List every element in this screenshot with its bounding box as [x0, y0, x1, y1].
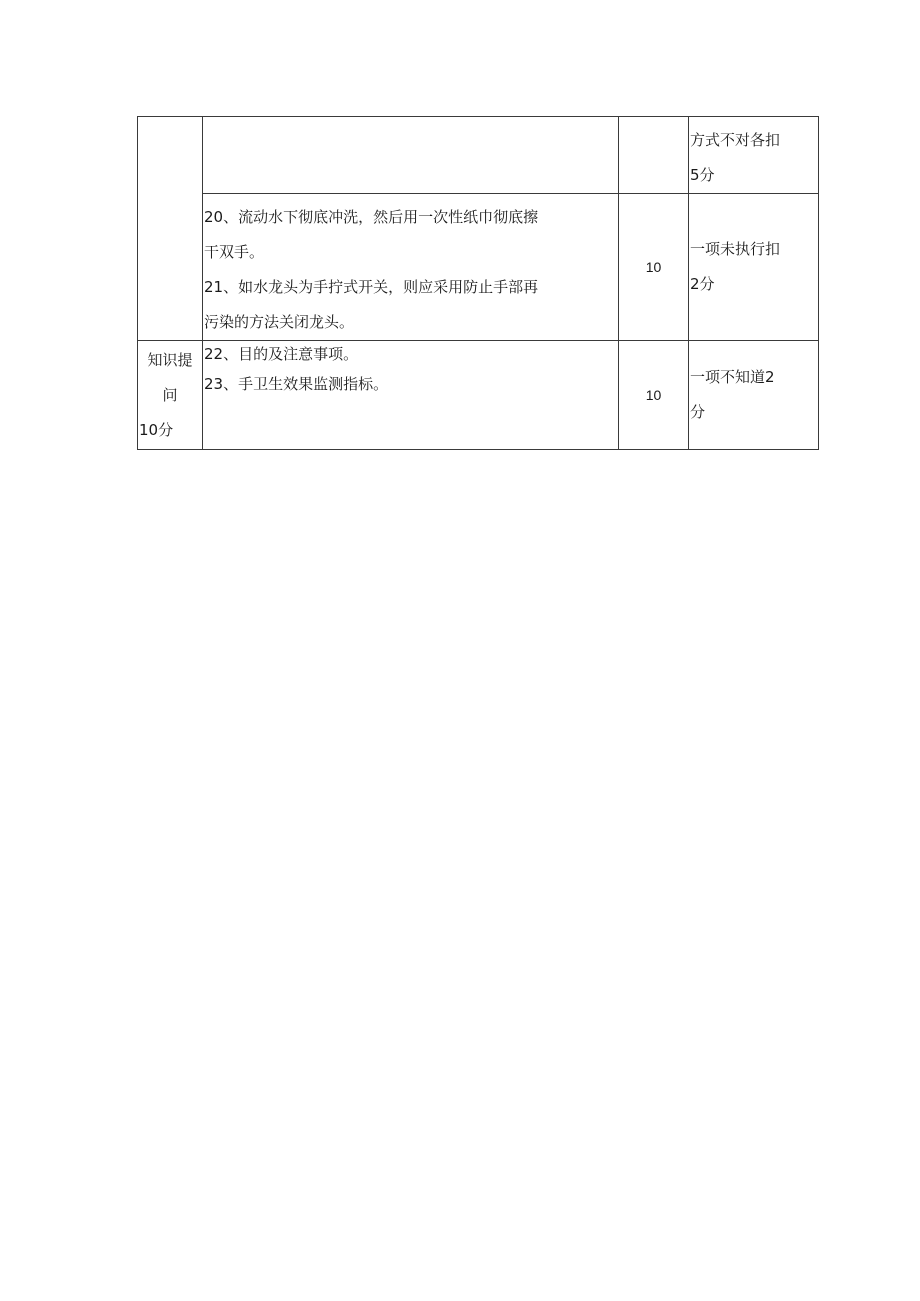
content-line: 20、流动水下彻底冲洗，然后用一次性纸巾彻底擦	[204, 208, 539, 226]
score-cell	[619, 194, 689, 341]
content-line: 23、手卫生效果监测指标。	[204, 375, 389, 393]
category-label-line: 知识提	[147, 351, 193, 369]
category-cell-empty	[138, 117, 203, 341]
deduction-rule-line: 分	[690, 403, 706, 421]
score-cell	[619, 341, 689, 450]
content-line: 污染的方法关闭龙头。	[204, 313, 355, 331]
category-label-line: 10分	[139, 421, 174, 439]
scoring-table	[137, 116, 819, 450]
score-value: 10	[645, 258, 662, 275]
table-row	[138, 117, 819, 194]
score-value: 10	[645, 386, 662, 403]
deduction-rule-cell	[689, 194, 819, 341]
deduction-rule-line: 方式不对各扣	[690, 131, 781, 149]
deduction-rule-line: 2分	[690, 275, 715, 293]
content-line: 21、如水龙头为手拧式开关，则应采用防止手部再	[204, 278, 539, 296]
category-cell	[138, 341, 203, 450]
content-cell-empty	[203, 117, 619, 194]
table-row	[138, 194, 819, 341]
content-line: 22、目的及注意事项。	[204, 345, 359, 363]
content-cell	[203, 194, 619, 341]
deduction-rule-line: 一项不知道2	[690, 368, 775, 386]
table-row	[138, 341, 819, 450]
deduction-rule-line: 5分	[690, 166, 715, 184]
content-cell	[203, 341, 619, 450]
category-label-line: 问	[162, 386, 178, 404]
deduction-rule-cell	[689, 117, 819, 194]
deduction-rule-cell	[689, 341, 819, 450]
deduction-rule-line: 一项未执行扣	[690, 240, 781, 258]
content-line: 干双手。	[204, 243, 265, 261]
score-cell-empty	[619, 117, 689, 194]
